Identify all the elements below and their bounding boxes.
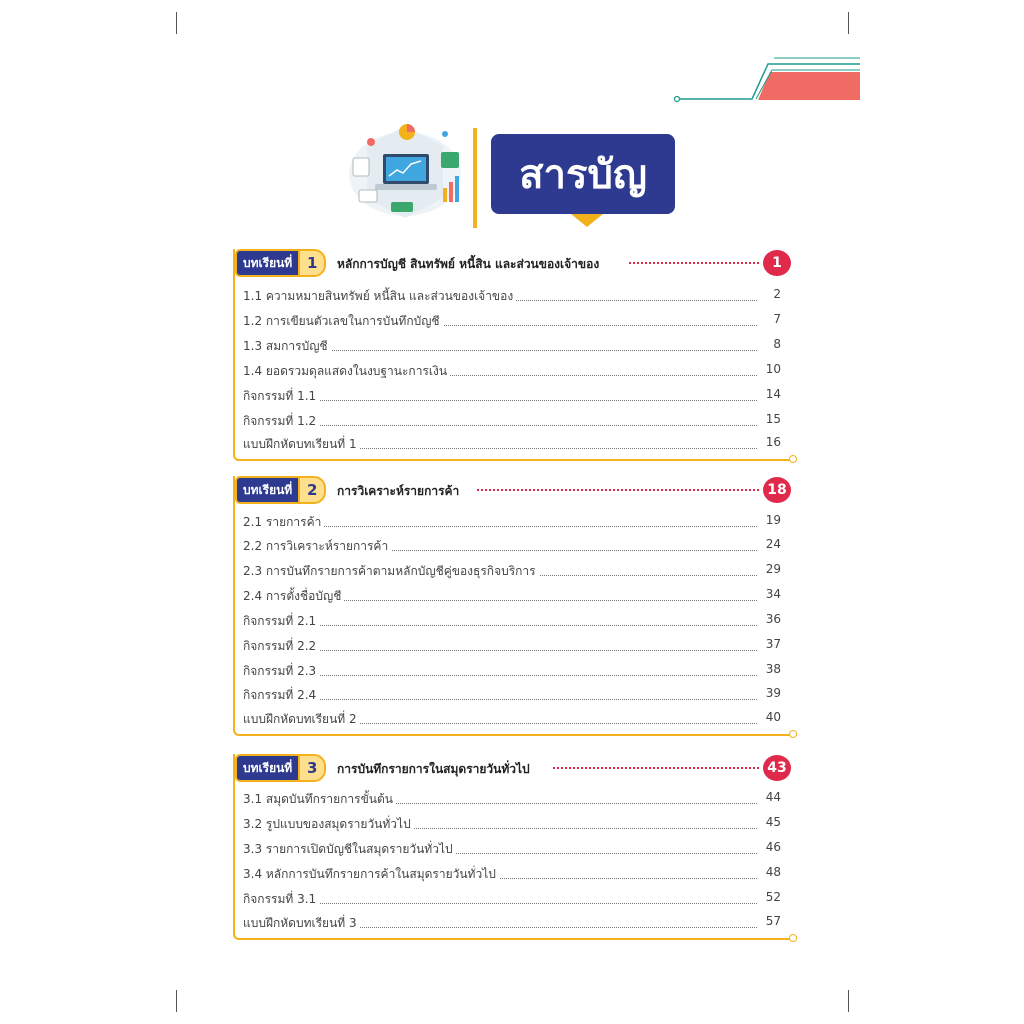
toc-entry-page: 7 [757, 312, 781, 326]
chapter-badge [235, 476, 326, 504]
toc-entry[interactable] [243, 435, 781, 455]
title-pointer [571, 214, 603, 227]
chapter-page-number[interactable]: 43 [763, 755, 791, 781]
toc-entry-title: กิจกรรมที่ 1.2 [243, 412, 319, 431]
toc-entry[interactable] [243, 362, 781, 382]
toc-header [345, 118, 685, 228]
chapter-leader-dots [553, 767, 759, 769]
toc-entry[interactable] [243, 686, 781, 706]
toc-entry-title: แบบฝึกหัดบทเรียนที่ 3 [243, 914, 360, 933]
chapter-badge [235, 249, 326, 277]
toc-entry-title: กิจกรรมที่ 1.1 [243, 387, 319, 406]
toc-entry-page: 36 [757, 612, 781, 626]
toc-entry[interactable] [243, 287, 781, 307]
toc-entry-page: 40 [757, 710, 781, 724]
toc-entry-title: กิจกรรมที่ 3.1 [243, 890, 319, 909]
leader-dots [243, 650, 757, 651]
toc-entry[interactable] [243, 865, 781, 885]
toc-entry-page: 57 [757, 914, 781, 928]
toc-entry[interactable] [243, 710, 781, 730]
toc-entry[interactable] [243, 914, 781, 934]
chapter-badge-label: บทเรียนที่ [235, 249, 298, 277]
toc-entry-page: 2 [757, 287, 781, 301]
chapter-page-number[interactable]: 1 [763, 250, 791, 276]
toc-entry-page: 16 [757, 435, 781, 449]
toc-entry-page: 14 [757, 387, 781, 401]
toc-entry-title: กิจกรรมที่ 2.3 [243, 662, 319, 681]
toc-entry-title: 1.2 การเขียนตัวเลขในการบันทึกบัญชี [243, 312, 443, 331]
toc-entry-page: 29 [757, 562, 781, 576]
chapter-title[interactable]: การบันทึกรายการในสมุดรายวันทั่วไป [337, 762, 530, 776]
page-title: สารบัญ [491, 134, 675, 214]
leader-dots [243, 675, 757, 676]
leader-dots [243, 400, 757, 401]
toc-entry-page: 52 [757, 890, 781, 904]
toc-entry-title: กิจกรรมที่ 2.4 [243, 686, 319, 705]
toc-entry-page: 38 [757, 662, 781, 676]
toc-entry-title: แบบฝึกหัดบทเรียนที่ 1 [243, 435, 360, 454]
toc-entry-title: 1.4 ยอดรวมดุลแสดงในงบฐานะการเงิน [243, 362, 450, 381]
chapter-badge-label: บทเรียนที่ [235, 754, 298, 782]
toc-entry[interactable] [243, 387, 781, 407]
accounting-laptop-illustration [345, 118, 467, 224]
toc-entry-title: 1.1 ความหมายสินทรัพย์ หนี้สิน และส่วนของเจ้าของ [243, 287, 516, 306]
chapter-badge-label: บทเรียนที่ [235, 476, 298, 504]
chapter-leader-dots [629, 262, 759, 264]
toc-entry-page: 24 [757, 537, 781, 551]
chapter-frame-endpoint [789, 934, 797, 942]
chapter-title[interactable]: หลักการบัญชี สินทรัพย์ หนี้สิน และส่วนของเจ้าของ [337, 257, 600, 271]
toc-entry-page: 37 [757, 637, 781, 651]
toc-entry-title: 1.3 สมการบัญชี [243, 337, 331, 356]
toc-entry-page: 15 [757, 412, 781, 426]
chapter-leader-dots [477, 489, 759, 491]
toc-entry[interactable] [243, 662, 781, 682]
chapter-number: 1 [298, 249, 326, 277]
toc-entry[interactable] [243, 637, 781, 657]
toc-entry-page: 10 [757, 362, 781, 376]
chapter-badge [235, 754, 326, 782]
leader-dots [243, 699, 757, 700]
header-divider [473, 128, 477, 228]
toc-entry-title: 2.1 รายการค้า [243, 513, 324, 532]
chapter-title[interactable]: การวิเคราะห์รายการค้า [337, 484, 460, 498]
toc-entry[interactable] [243, 513, 781, 533]
chapter-number: 3 [298, 754, 326, 782]
toc-entry-page: 44 [757, 790, 781, 804]
toc-entry-title: 3.4 หลักการบันทึกรายการค้าในสมุดรายวันทั่วไป [243, 865, 499, 884]
leader-dots [243, 625, 757, 626]
chapter-number: 2 [298, 476, 326, 504]
toc-entry[interactable] [243, 612, 781, 632]
toc-entry[interactable] [243, 562, 781, 582]
toc-entry[interactable] [243, 587, 781, 607]
toc-entry-page: 39 [757, 686, 781, 700]
toc-entry-title: แบบฝึกหัดบทเรียนที่ 2 [243, 710, 360, 729]
toc-entry-title: 2.4 การตั้งชื่อบัญชี [243, 587, 344, 606]
toc-entry-page: 46 [757, 840, 781, 854]
toc-entry[interactable] [243, 790, 781, 810]
toc-entry-title: กิจกรรมที่ 2.1 [243, 612, 319, 631]
chapter-page-number[interactable]: 18 [763, 477, 791, 503]
toc-entry-title: กิจกรรมที่ 2.2 [243, 637, 319, 656]
chapter-frame-endpoint [789, 455, 797, 463]
toc-entry[interactable] [243, 890, 781, 910]
toc-entry-title: 2.3 การบันทึกรายการค้าตามหลักบัญชีคู่ของธุรกิจบริการ [243, 562, 539, 581]
leader-dots [243, 903, 757, 904]
toc-entry-title: 3.1 สมุดบันทึกรายการขั้นต้น [243, 790, 396, 809]
toc-entry-title: 3.2 รูปแบบของสมุดรายวันทั่วไป [243, 815, 414, 834]
toc-entry[interactable] [243, 337, 781, 357]
toc-entry[interactable] [243, 412, 781, 432]
toc-entry-page: 8 [757, 337, 781, 351]
toc-entry-page: 19 [757, 513, 781, 527]
toc-entry-page: 45 [757, 815, 781, 829]
toc-entry-title: 3.3 รายการเปิดบัญชีในสมุดรายวันทั่วไป [243, 840, 456, 859]
toc-entry-page: 48 [757, 865, 781, 879]
toc-entry[interactable] [243, 537, 781, 557]
toc-entry[interactable] [243, 840, 781, 860]
toc-entry[interactable] [243, 815, 781, 835]
leader-dots [243, 425, 757, 426]
toc-entry-title: 2.2 การวิเคราะห์รายการค้า [243, 537, 391, 556]
chapter-frame-endpoint [789, 730, 797, 738]
toc-entry-page: 34 [757, 587, 781, 601]
toc-entry[interactable] [243, 312, 781, 332]
